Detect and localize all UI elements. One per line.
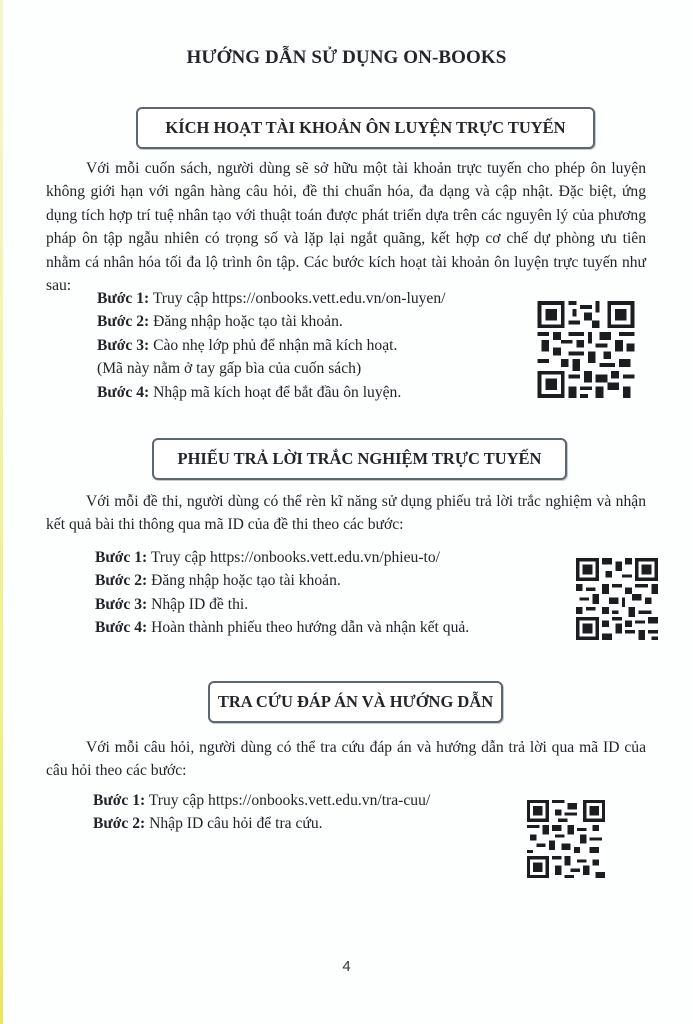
- qr-code-icon: [527, 799, 605, 879]
- step-label: Bước 3:: [95, 595, 148, 613]
- step-1: [97, 287, 445, 310]
- step-text: Nhập ID đề thi.: [147, 595, 249, 613]
- step-2: [93, 812, 430, 835]
- step-1: [95, 546, 469, 569]
- step-text: Truy cập https://onbooks.vett.edu.vn/phieu-to/: [147, 549, 441, 566]
- step-label: Bước 1:: [95, 549, 148, 566]
- page-number: 4: [342, 958, 351, 975]
- step-text: Đăng nhập hoặc tạo tài khoản.: [147, 572, 341, 590]
- step-text: Nhập ID câu hỏi để tra cứu.: [145, 815, 323, 833]
- step-label: Bước 2:: [95, 572, 148, 590]
- step-label: Bước 4:: [95, 619, 148, 637]
- page-edge: [0, 0, 3, 1024]
- section-heading-answer-sheet: [152, 438, 567, 480]
- step-4: [97, 381, 445, 404]
- step-label: Bước 2:: [97, 313, 150, 331]
- steps-list-lookup-answers: [93, 789, 430, 836]
- section-intro-answer-sheet: [46, 490, 646, 537]
- intro-text: Với mỗi câu hỏi, người dùng có thể tra cứu đáp án và hướng dẫn trả lời qua mã ID của câu hỏi theo các bước:: [46, 739, 646, 780]
- step-4: [95, 616, 469, 639]
- intro-text: Với mỗi đề thi, người dùng có thể rèn kĩ năng sử dụng phiếu trả lời trắc nghiệm và nhận kết quả bài thi thông qua mã ID của đề thi theo các bước:: [46, 493, 646, 534]
- step-2: [97, 310, 445, 333]
- step-2: [95, 569, 469, 592]
- qr-code-icon: [576, 557, 658, 641]
- section-intro-lookup-answers: [46, 736, 646, 783]
- step-text: Truy cập https://onbooks.vett.edu.vn/on-luyen/: [149, 290, 446, 307]
- intro-text: Với mỗi cuốn sách, người dùng sẽ sở hữu một tài khoản trực tuyến cho phép ôn luyện không giới hạn với ngân hàng câu hỏi, đề thi chuẩn hóa, đa dạng và cập nhật. Đặc biệt, ứng dụng tích hợp trí tuệ nhân tạo với thuật toán được phát triển dựa trên các nguyên lý của phương pháp ôn tập ngẫu nhiên có trọng số và lặp lại ngắt quãng, kết hợp cơ chế dự phòng ưu tiên nhằm cá nhân hóa tối đa lộ trình ôn tập. Các bước kích hoạt tài khoản ôn luyện trực tuyến như sau:: [46, 160, 646, 295]
- step-text: Cào nhẹ lớp phủ để nhận mã kích hoạt.: [149, 336, 398, 354]
- step-label: Bước 2:: [93, 815, 146, 833]
- steps-list-activate-account: [97, 287, 445, 404]
- page-title: HƯỚNG DẪN SỬ DỤNG ON-BOOKS: [186, 47, 507, 68]
- step-3: [97, 334, 445, 357]
- section-heading-activate-account: [136, 107, 595, 149]
- step-label: Bước 1:: [93, 792, 146, 809]
- step-label: Bước 3:: [97, 336, 150, 354]
- step-3: [95, 593, 469, 616]
- step-label: Bước 1:: [97, 290, 150, 307]
- qr-code-icon: [537, 301, 635, 398]
- section-heading-lookup-answers: [208, 681, 503, 723]
- step-label: Bước 4:: [97, 383, 150, 401]
- step-note: (Mã này nằm ở tay gấp bìa của cuốn sách): [97, 360, 362, 378]
- step-text: Đăng nhập hoặc tạo tài khoản.: [149, 313, 343, 331]
- section-intro-activate-account: [46, 157, 646, 297]
- step-1: [93, 789, 430, 812]
- section-heading-text: PHIẾU TRẢ LỜI TRẮC NGHIỆM TRỰC TUYẾN: [177, 449, 542, 468]
- section-heading-text: KÍCH HOẠT TÀI KHOẢN ÔN LUYỆN TRỰC TUYẾN: [165, 118, 566, 137]
- step-3-note: [97, 357, 445, 380]
- section-heading-text: TRA CỨU ĐÁP ÁN VÀ HƯỚNG DẪN: [217, 692, 494, 711]
- step-text: Hoàn thành phiếu theo hướng dẫn và nhận kết quả.: [147, 619, 470, 637]
- step-text: Nhập mã kích hoạt để bắt đầu ôn luyện.: [149, 383, 402, 401]
- steps-list-answer-sheet: [95, 546, 469, 640]
- step-text: Truy cập https://onbooks.vett.edu.vn/tra-cuu/: [145, 792, 431, 809]
